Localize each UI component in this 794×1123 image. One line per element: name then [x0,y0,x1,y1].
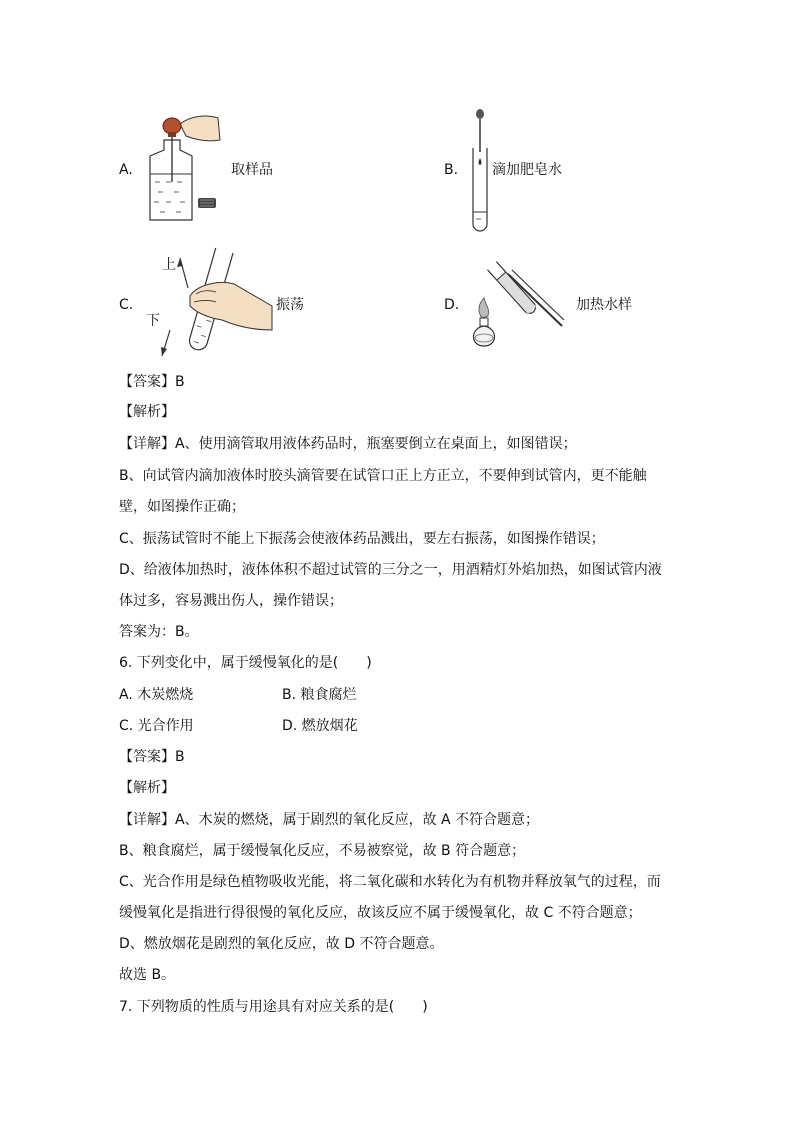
q6-option-b: B. 粮食腐烂 [282,687,357,703]
dropper-test-tube-figure [472,108,492,236]
option-a-letter: A. [119,162,133,178]
option-d-letter: D. [444,297,460,313]
q7-stem: 7. 下列物质的性质与用途具有对应关系的是( ) [119,999,428,1015]
option-c-letter: C. [119,297,134,313]
option-b-caption: 滴加肥皂水 [492,162,562,178]
q5-line-2: B、向试管内滴加液体时胶头滴管要在试管口正上方正立，不要伸到试管内，更不能触 [119,468,647,484]
q5-answer: 【答案】B [119,374,185,390]
q6-line-4: 缓慢氧化是指进行得很慢的氧化反应，故该反应不属于缓慢氧化，故 C 不符合题意； [119,905,642,921]
q6-option-c: C. 光合作用 [119,718,194,734]
up-label: 上 [162,257,176,273]
q6-answer: 【答案】B [119,749,185,765]
q5-line-5: D、给液体加热时，液体体积不超过试管的三分之一，用酒精灯外焰加热，如图试管内液 [119,562,662,578]
q6-analysis-heading: 【解析】 [119,780,175,796]
option-c-caption: 振荡 [276,297,304,313]
option-d-caption: 加热水样 [576,297,632,313]
shake-test-tube-figure [150,244,275,366]
q6-option-d: D. 燃放烟花 [282,718,358,734]
q5-line-4: C、振荡试管时不能上下振荡会使液体药品溅出，要左右振荡，如图操作错误； [119,531,605,547]
q6-line-2: B、粮食腐烂，属于缓慢氧化反应，不易被察觉，故 B 符合题意； [119,843,526,859]
q6-line-3: C、光合作用是绿色植物吸收光能，将二氧化碳和水转化为有机物并释放氧气的过程，而 [119,874,661,890]
q5-line-1: 【详解】A、使用滴管取用液体药品时，瓶塞要倒立在桌面上，如图错误； [119,436,577,452]
q6-line-1: 【详解】A、木炭的燃烧，属于剧烈的氧化反应，故 A 不符合题意； [119,812,540,828]
option-a-caption: 取样品 [231,162,273,178]
option-b-letter: B. [444,162,459,178]
q6-option-a: A. 木炭燃烧 [119,687,194,703]
q5-line-3: 壁，如图操作正确； [119,499,245,515]
q5-analysis-heading: 【解析】 [119,404,175,420]
q5-line-6: 体过多，容易溅出伤人，操作错误； [119,593,343,609]
q6-stem: 6. 下列变化中，属于缓慢氧化的是( ) [119,655,372,671]
down-label: 下 [146,313,160,329]
q5-line-7: 答案为：B。 [119,624,199,640]
heating-test-tube-figure [468,258,568,354]
dropper-bottle-figure [140,112,230,228]
q6-line-6: 故选 B。 [119,967,176,983]
q6-line-5: D、燃放烟花是剧烈的氧化反应，故 D 不符合题意。 [119,936,444,952]
